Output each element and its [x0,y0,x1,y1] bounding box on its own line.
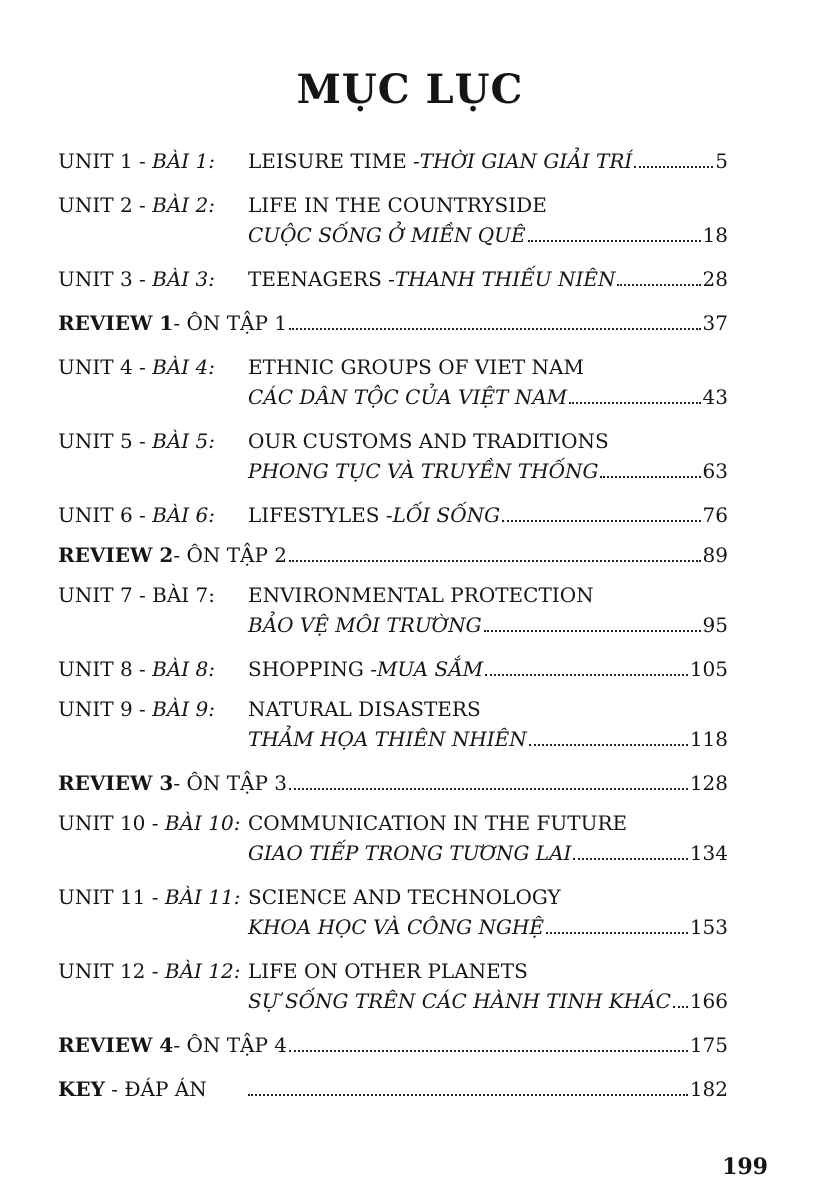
unit-label: UNIT 2 - BÀI 2: [58,193,216,217]
leader-dots [502,492,700,522]
page-ref: 76 [702,503,728,527]
toc-entry-review-2[interactable] [58,540,728,570]
toc-entry-unit-12[interactable] [58,956,728,1016]
page-ref: 89 [702,543,728,567]
unit-label: UNIT 5 - BÀI 5: [58,429,216,453]
toc-entry-review-3[interactable] [58,768,728,798]
toc-entry-unit-10[interactable] [58,808,728,868]
leader-dots [485,646,688,676]
leader-dots [600,448,700,478]
leader-dots [289,760,688,790]
page-ref: 5 [715,149,728,173]
unit-title-vi: LỐI SỐNG [392,503,501,527]
unit-title-en: COMMUNICATION IN THE FUTURE [248,811,628,835]
page-ref: 105 [689,657,728,681]
leader-dots [673,978,688,1008]
unit-title-en: LIFE IN THE COUNTRYSIDE [248,193,547,217]
unit-title-en: TEENAGERS - [248,267,395,291]
page-ref: 134 [689,841,728,865]
unit-title-en: OUR CUSTOMS AND TRADITIONS [248,429,609,453]
unit-title-en: LIFESTYLES - [248,503,393,527]
unit-title-vi: KHOA HỌC VÀ CÔNG NGHỆ [248,915,545,939]
toc-entry-unit-7[interactable] [58,580,728,640]
unit-label: UNIT 1 - BÀI 1: [58,149,216,173]
unit-title-vi: SỰ SỐNG TRÊN CÁC HÀNH TINH KHÁC [248,989,671,1013]
toc-entry-review-4[interactable] [58,1030,728,1060]
page-ref: 166 [689,989,728,1013]
unit-title-vi: BẢO VỆ MÔI TRƯỜNG [248,613,482,637]
unit-label: UNIT 7 - BÀI 7: [58,583,216,607]
page-ref: 95 [702,613,728,637]
unit-title-vi: CÁC DÂN TỘC CỦA VIỆT NAM [248,385,568,409]
review-title-vi: - ÔN TẬP 4 [173,1033,288,1057]
page-title: MỤC LỤC [296,66,524,113]
unit-title-vi: THẢM HỌA THIÊN NHIÊN [248,727,527,751]
unit-title-en: ETHNIC GROUPS OF VIET NAM [248,355,584,379]
unit-title-vi: PHONG TỤC VÀ TRUYỀN THỐNG [248,459,599,483]
unit-label: UNIT 8 - BÀI 8: [58,657,216,681]
toc-entry-unit-11[interactable] [58,882,728,942]
leader-dots [289,1022,688,1052]
toc-entry-unit-9[interactable] [58,694,728,754]
page-ref: 28 [702,267,728,291]
leader-dots [569,374,700,404]
page-ref: 63 [702,459,728,483]
toc-entry-unit-2[interactable] [58,190,728,250]
unit-title-vi: MUA SẮM [376,657,484,681]
leader-dots [634,138,713,168]
page-ref: 153 [689,915,728,939]
unit-label: UNIT 9 - BÀI 9: [58,697,216,721]
unit-title-en: SCIENCE AND TECHNOLOGY [248,885,561,909]
unit-label: UNIT 12 - BÀI 12: [58,959,241,983]
page-ref: 175 [689,1033,728,1057]
page-ref: 18 [702,223,728,247]
unit-label: UNIT 10 - BÀI 10: [58,811,241,835]
page-ref: 128 [689,771,728,795]
unit-label: UNIT 4 - BÀI 4: [58,355,216,379]
unit-title-vi: THỜI GIAN GIẢI TRÍ [419,149,633,173]
toc-entry-unit-1[interactable] [58,146,728,176]
leader-dots [289,532,701,562]
page-ref: 43 [702,385,728,409]
leader-dots [617,256,700,286]
unit-label: UNIT 11 - BÀI 11: [58,885,241,909]
toc-entry-unit-6[interactable] [58,500,728,530]
leader-dots [573,830,687,860]
leader-dots [484,602,701,632]
review-label: REVIEW 3 [58,771,174,795]
unit-title-en: NATURAL DISASTERS [248,697,481,721]
table-of-contents [58,146,728,1104]
unit-title-en: ENVIRONMENTAL PROTECTION [248,583,594,607]
toc-entry-unit-8[interactable] [58,654,728,684]
review-label: REVIEW 4 [58,1033,174,1057]
leader-dots [248,1066,688,1096]
unit-title-en: SHOPPING - [248,657,377,681]
toc-entry-review-1[interactable] [58,308,728,338]
toc-entry-key[interactable] [58,1074,728,1104]
unit-label: UNIT 3 - BÀI 3: [58,267,216,291]
leader-dots [529,716,688,746]
toc-entry-unit-3[interactable] [58,264,728,294]
page-ref: 182 [689,1077,728,1101]
review-label: REVIEW 1 [58,311,174,335]
review-label: REVIEW 2 [58,543,174,567]
page-ref: 37 [702,311,728,335]
toc-entry-unit-5[interactable] [58,426,728,486]
unit-title-en: LIFE ON OTHER PLANETS [248,959,528,983]
leader-dots [528,212,701,242]
unit-title-vi: CUỘC SỐNG Ở MIỀN QUÊ [248,223,526,247]
leader-dots [546,904,688,934]
toc-entry-unit-4[interactable] [58,352,728,412]
unit-title-vi: THANH THIẾU NIÊN [394,267,616,291]
unit-title-vi: GIAO TIẾP TRONG TƯƠNG LAI [248,841,572,865]
unit-title-en: LEISURE TIME - [248,149,420,173]
page-ref: 118 [689,727,728,751]
review-title-vi: - ÔN TẬP 2 [173,543,288,567]
review-title-vi: - ÔN TẬP 1 [173,311,288,335]
unit-label: UNIT 6 - BÀI 6: [58,503,216,527]
page-number: 199 [722,1154,768,1180]
key-label: KEY - ĐÁP ÁN [58,1077,207,1101]
review-title-vi: - ÔN TẬP 3 [173,771,288,795]
leader-dots [289,300,701,330]
